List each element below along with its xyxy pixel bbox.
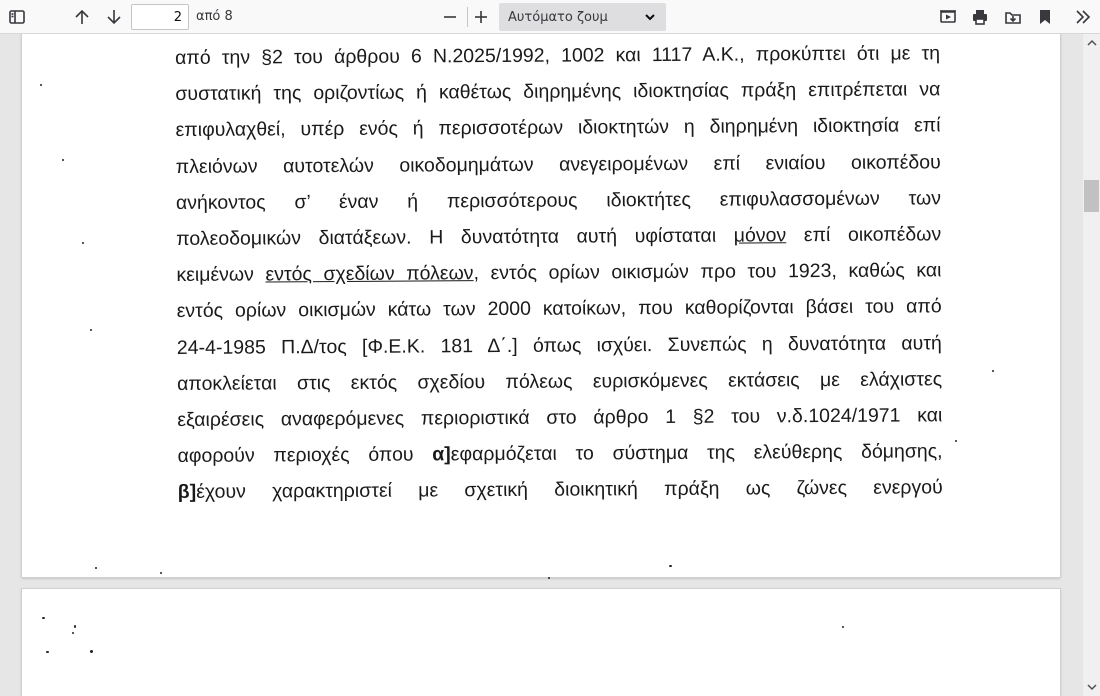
text-run: επιφυλαχθεί, υπέρ ενός ή περισσοτέρων ιδιοκτητών η διηρημένη ιδιοκτησία επί bbox=[175, 114, 941, 142]
text-line bbox=[176, 253, 941, 294]
print-button[interactable] bbox=[968, 5, 992, 29]
scan-speck bbox=[40, 84, 42, 86]
double-chevron-right-icon bbox=[1074, 8, 1092, 26]
pdf-page bbox=[22, 34, 1060, 577]
text-run: επί οικοπέδων bbox=[786, 223, 942, 247]
text-run: πολεοδομικών διατάξεων. Η δυνατότητα αυτή υφίσταται bbox=[176, 224, 734, 251]
scan-speck bbox=[842, 626, 844, 628]
scan-speck bbox=[548, 577, 550, 579]
text-line bbox=[177, 397, 942, 438]
page-body-text bbox=[175, 35, 943, 510]
text-line bbox=[175, 35, 940, 76]
scan-speck bbox=[42, 617, 45, 619]
text-line bbox=[177, 325, 942, 366]
text-line bbox=[175, 72, 940, 113]
text-run: εφαρμόζεται το σύστημα της ελεύθερης δόμησης, bbox=[450, 440, 943, 466]
scan-speck bbox=[90, 650, 93, 653]
scroll-up-icon[interactable] bbox=[1087, 38, 1097, 48]
save-button[interactable] bbox=[1001, 5, 1025, 29]
underlined-text: μόνον bbox=[733, 224, 787, 247]
zoom-value: Αυτόματο ζουμ bbox=[508, 10, 608, 25]
text-run: , εντός ορίων οικισμών προ του 1923, καθώς και bbox=[473, 259, 942, 285]
text-line bbox=[176, 216, 941, 257]
text-run: πλειόνων αυτοτελών οικοδομημάτων ανεγειρομένων επί ενιαίου οικοπέδου bbox=[175, 150, 941, 178]
presentation-mode-button[interactable] bbox=[936, 5, 960, 29]
document-viewer[interactable] bbox=[0, 34, 1083, 696]
text-run: αφορούν περιοχές όπου bbox=[177, 443, 433, 468]
text-run: 24-4-1985 Π.Δ/τος [Φ.Ε.Κ. 181 Δ΄.] όπως ισχύει. Συνεπώς η δυνατότητα αυτή bbox=[176, 331, 942, 359]
scan-speck bbox=[669, 565, 672, 567]
scan-speck bbox=[90, 329, 92, 331]
scan-speck bbox=[955, 440, 957, 442]
sidebar-toggle-button[interactable] bbox=[5, 5, 29, 29]
text-run: συστατική της οριζοντίως ή καθέτως διηρημένης ιδιοκτησίας πράξη επιτρέπεται να bbox=[175, 78, 941, 106]
zoom-in-button[interactable] bbox=[469, 5, 493, 29]
text-run: έχουν χαρακτηριστεί με σχετική διοικητική πράξη ως ζώνες ενεργού bbox=[196, 476, 943, 504]
print-icon bbox=[971, 8, 989, 26]
bold-text: β] bbox=[177, 481, 197, 504]
tools-menu-button[interactable] bbox=[1071, 5, 1095, 29]
scan-speck bbox=[160, 572, 162, 574]
bookmark-icon bbox=[1036, 8, 1054, 26]
scan-speck bbox=[95, 567, 97, 569]
arrow-down-icon bbox=[105, 8, 123, 26]
text-line bbox=[176, 180, 941, 221]
underlined-text: εντός σχεδίων πόλεων bbox=[265, 262, 474, 286]
text-line bbox=[176, 144, 941, 185]
zoom-out-button[interactable] bbox=[438, 5, 462, 29]
scan-speck bbox=[46, 651, 49, 653]
scan-speck bbox=[992, 370, 994, 372]
minus-icon bbox=[441, 8, 459, 26]
text-run: εξαιρέσεις αναφερόμενες περιοριστικά στο άρθρο 1 §2 του ν.δ.1024/1971 και bbox=[177, 404, 943, 432]
scroll-down-icon[interactable] bbox=[1087, 682, 1097, 692]
scrollbar-thumb[interactable] bbox=[1084, 180, 1099, 212]
text-run: ανήκοντος σ’ έναν ή περισσότερους ιδιοκτήτες επιφυλασσομένων των bbox=[175, 187, 942, 214]
bold-text: α] bbox=[432, 443, 451, 466]
zoom-select[interactable] bbox=[499, 3, 666, 31]
pdf-page-next bbox=[22, 589, 1060, 696]
text-run: αποκλείεται στις εκτός σχεδίου πόλεως ευρισκόμενες εκτάσεις με ελάχιστες bbox=[177, 368, 943, 395]
download-icon bbox=[1004, 8, 1022, 26]
scan-speck bbox=[74, 625, 76, 628]
plus-icon bbox=[472, 8, 490, 26]
presentation-mode-icon bbox=[939, 8, 957, 26]
bookmark-button[interactable] bbox=[1033, 5, 1057, 29]
page-count-label: από 8 bbox=[196, 9, 233, 24]
next-page-button[interactable] bbox=[102, 5, 126, 29]
sidebar-toggle-icon bbox=[8, 8, 26, 26]
vertical-scrollbar[interactable] bbox=[1083, 34, 1100, 696]
text-run: από την §2 του άρθρου 6 Ν.2025/1992, 1002 και 1117 Α.Κ., προκύπτει ότι με τη bbox=[175, 42, 941, 69]
zoom-separator bbox=[467, 7, 468, 27]
scan-speck bbox=[72, 632, 74, 634]
previous-page-button[interactable] bbox=[70, 5, 94, 29]
scan-speck bbox=[62, 159, 64, 161]
text-line bbox=[175, 108, 940, 149]
text-run: εντός ορίων οικισμών κάτω των 2000 κατοίκων, που καθορίζονται βάσει του από bbox=[176, 295, 942, 323]
text-line bbox=[177, 434, 942, 475]
text-line bbox=[178, 470, 943, 511]
scan-speck bbox=[82, 242, 84, 244]
page-number-input[interactable] bbox=[131, 4, 189, 30]
chevron-down-icon bbox=[644, 11, 656, 23]
text-line bbox=[177, 361, 942, 402]
text-run: κειμένων bbox=[176, 263, 266, 287]
arrow-up-icon bbox=[73, 8, 91, 26]
text-line bbox=[177, 289, 942, 330]
pdf-toolbar bbox=[0, 0, 1100, 34]
